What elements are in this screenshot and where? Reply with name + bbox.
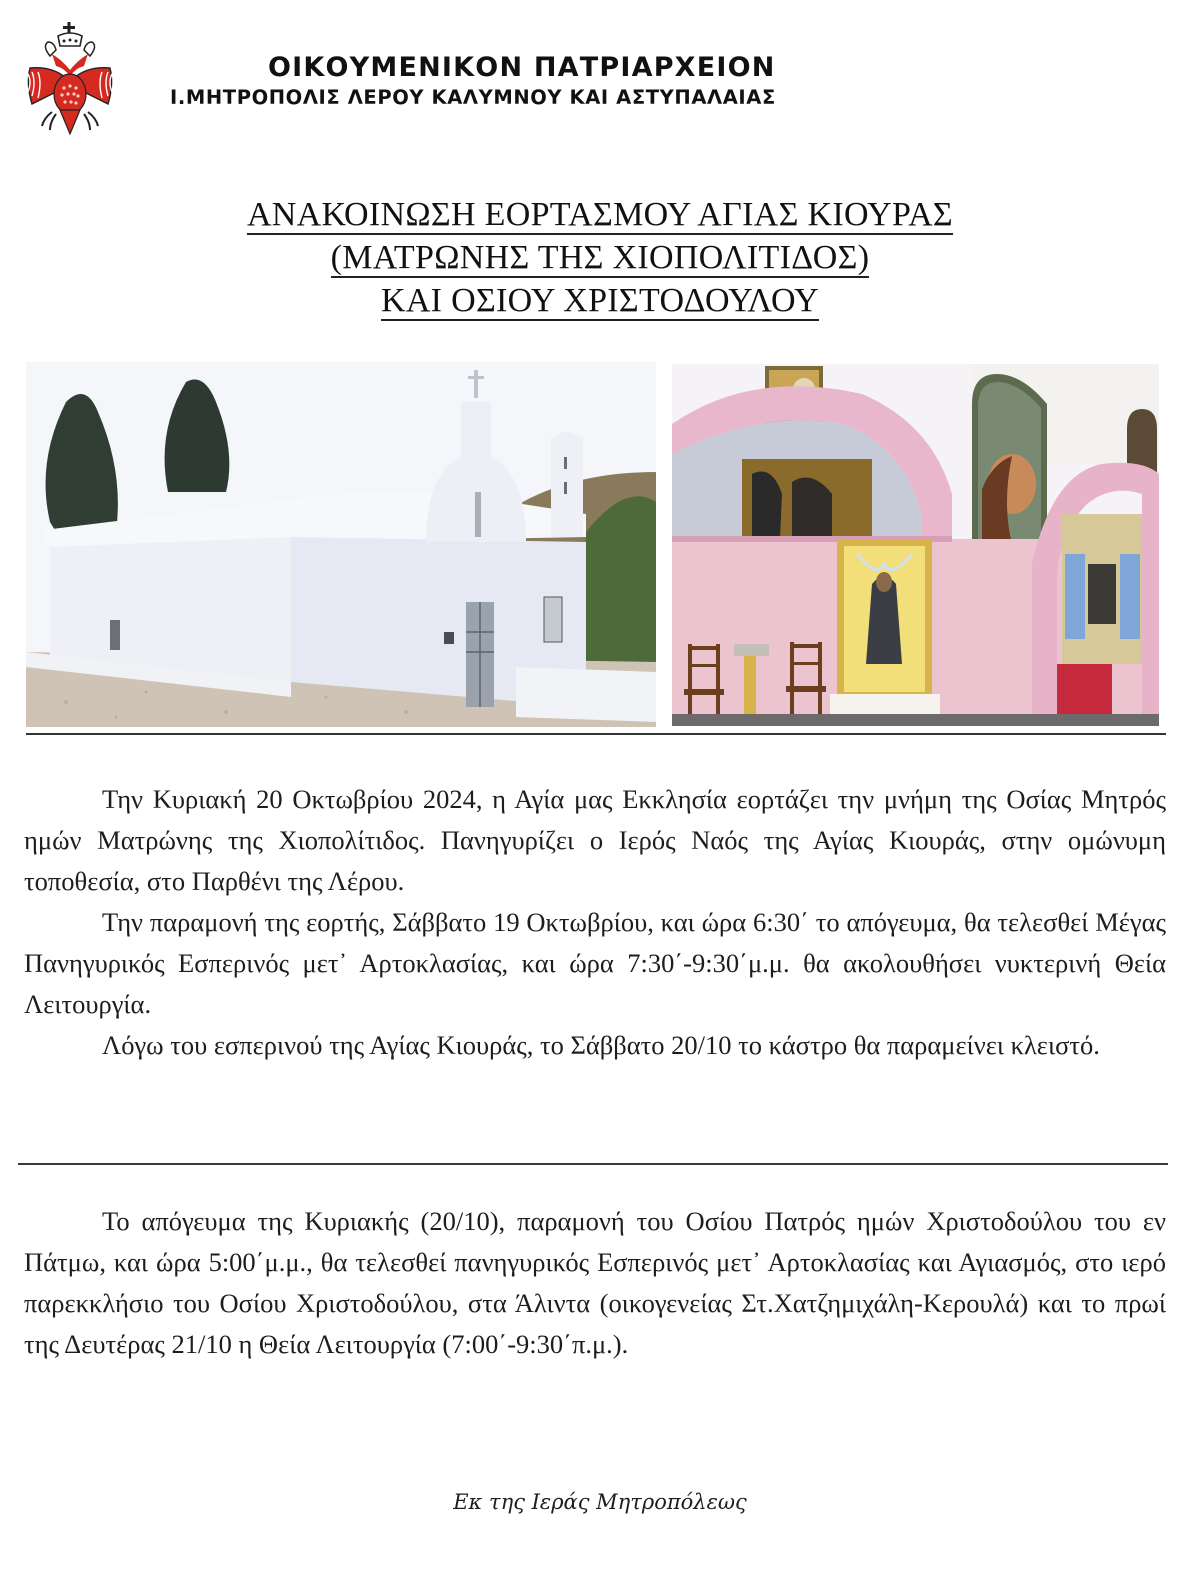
section-divider	[18, 1163, 1168, 1165]
title-line-1: ΑΝΑΚΟΙΝΩΣΗ ΕΟΡΤΑΣΜΟΥ ΑΓΙΑΣ ΚΙΟΥΡΑΣ	[246, 196, 954, 233]
paragraph-feast-date: Την Κυριακή 20 Οκτωβρίου 2024, η Αγία μας Εκκλησία εορτάζει την μνήμη της Οσίας Μητρός ημών Ματρώνης της Χιοπολίτιδος. Πανηγυρίζει ο Ιερός Ναός της Αγίας Κιουράς, στην ομώνυμη τοποθεσία, στο Παρθένι της Λέρου.	[24, 784, 1166, 896]
patriarchate-name: ΟΙΚΟΥΜΕΝΙΚΟΝ ΠΑΤΡΙΑΡΧΕΙΟΝ	[268, 52, 776, 83]
title-line-3: ΚΑΙ ΟΣΙΟΥ ΧΡΙΣΤΟΔΟΥΛΟΥ	[380, 282, 820, 319]
paragraph-castle-closure: Λόγω του εσπερινού της Αγίας Κιουράς, το Σάββατο 20/10 το κάστρο θα παραμείνει κλειστό.	[102, 1030, 1100, 1060]
section-osios-christodoulos	[24, 1201, 1166, 1365]
paragraph-vespers-schedule: Την παραμονή της εορτής, Σάββατο 19 Οκτωβρίου, και ώρα 6:30΄ το απόγευμα, θα τελεσθεί Μέγας Πανηγυρικός Εσπερινός μετ᾽ Αρτοκλασίας, και ώρα 7:30΄-9:30΄μ.μ. θα ακολουθήσει νυκτερινή Θεία Λειτουργία.	[24, 907, 1166, 1019]
paragraph-christodoulos-schedule: Το απόγευμα της Κυριακής (20/10), παραμονή του Οσίου Πατρός ημών Χριστοδούλου του εν Πάτμω, και ώρα 5:00΄μ.μ., θα τελεσθεί πανηγυρικός Εσπερινός μετ᾽ Αρτοκλασίας και Αγιασμός, στο ιερό παρεκκλήσιο του Οσίου Χριστοδούλου, στα Άλιντα (οικογενείας Στ.Χατζημιχάλη-Κερουλά) και το πρωί της Δευτέρας 21/10 η Θεία Λειτουργία (7:00΄-9:30΄π.μ.).	[24, 1206, 1166, 1359]
chapel-interior-photo	[672, 364, 1159, 726]
metropolis-name: Ι.ΜΗΤΡΟΠΟΛΙΣ ΛΕΡΟΥ ΚΑΛΥΜΝΟΥ ΚΑΙ ΑΣΤΥΠΑΛΑΙΑΣ	[170, 86, 776, 109]
signature: Εκ της Ιεράς Μητροπόλεως	[453, 1490, 747, 1514]
announcement-title	[0, 193, 1200, 322]
letterhead	[0, 0, 1200, 150]
title-line-2: (ΜΑΤΡΩΝΗΣ ΤΗΣ ΧΙΟΠΟΛΙΤΙΔΟΣ)	[330, 239, 870, 276]
photo-divider-rule	[26, 733, 1166, 735]
chapel-exterior-photo	[26, 362, 656, 727]
section-agia-kioura	[24, 779, 1166, 1066]
double-headed-eagle-emblem-icon	[22, 22, 118, 140]
